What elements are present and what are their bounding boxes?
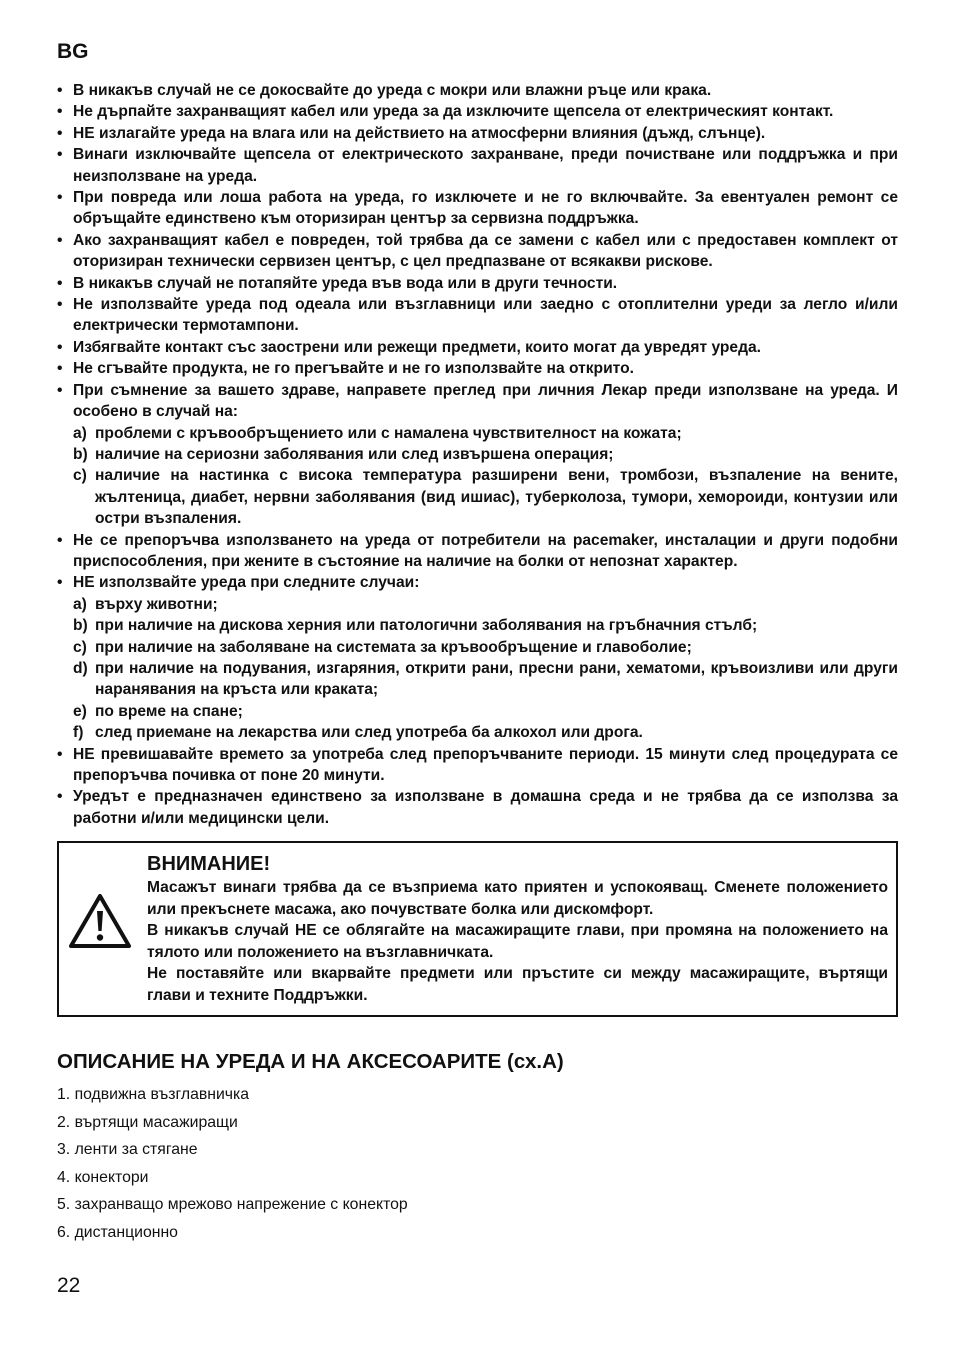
list-item: • Не дърпайте захранващият кабел или уреда за да изключите щепсела от електрическият контакт. (57, 101, 898, 122)
sublist-item: c) наличие на настинка с висока температура разширени вени, тромбози, възпаление на вените, жълтеница, диабет, нервни заболявания (вид ишиас), туберколоза, тумори, хемороиди, контузии или остри възпаления. (73, 467, 898, 528)
warning-paragraph: Масажът винаги трябва да се възприема като приятен и успокояващ. Сменете положението или прекъснете масажа, ако почувствате болка или дискомфорт. (147, 879, 888, 918)
list-item: 2. въртящи масажиращи (57, 1113, 238, 1131)
page-number: 22 (57, 1274, 81, 1297)
sublist-item: a) проблеми с кръвообръщението или с намалена чувствителност на кожата; (73, 424, 682, 442)
usage-restrictions-sublist (73, 594, 898, 744)
safety-rules-list (57, 80, 898, 829)
list-item: • НЕ превишавайте времето за употреба след препоръчваните периоди. 15 минути след процедурата се препоръчва почивка от поне 20 минути. (57, 744, 898, 787)
sublist-item: f) след приемане на лекарства или след употреба ба алкохол или дрога. (73, 724, 643, 742)
warning-triangle-icon (67, 891, 133, 951)
list-item: • Ако захранващият кабел е повреден, той трябва да се замени с кабел или с предоставен комплект от оторизиран технически сервизен център, с цел предпазване от всякакви рискове. (57, 230, 898, 273)
list-item: • При повреда или лоша работа на уреда, го изключете и не го включвайте. За евентуален ремонт се обръщайте единствено към оторизиран център за сервизна поддръжка. (57, 187, 898, 230)
sublist-item: a) върху животни; (73, 595, 218, 613)
list-item: • НЕ излагайте уреда на влага или на действието на атмосферни влияния (дъжд, слънце). (57, 123, 898, 144)
list-item: • Уредът е предназначен единствено за използване в домашна среда и не трябва да се използва за работни и/или медицински цели. (57, 786, 898, 829)
language-code: BG (57, 40, 89, 63)
sublist-item: d) при наличие на подувания, изгаряния, открити рани, пресни рани, хематоми, кръвоизливи или други наранявания на кръста или краката; (73, 659, 898, 699)
warning-body (147, 877, 888, 1006)
section-title: ОПИСАНИЕ НА УРЕДА И НА АКСЕСОАРИТЕ (сх.А) (57, 1050, 564, 1073)
list-item: • НЕ използвайте уреда при следните случаи: a) върху животни; b) при наличие на дискова херния или патологични заболявания на гръбначния стълб; c) при наличие на заболяване на системата за кръвообръщение и главоболие; d) при наличие на подувания, изгаряния, открити рани, пресни рани, хематоми, кръвоизливи или други наранявания на кръста или краката; e) по време на спане; f) след приемане на лекарства или след употреба ба алкохол или дрога. (57, 572, 898, 743)
list-item: • В никакъв случай не потапяйте уреда във вода или в други течности. (57, 273, 898, 294)
warning-title: ВНИМАНИЕ! (147, 853, 271, 875)
sublist-item: b) наличие на сериозни заболявания или след извършена операция; (73, 445, 614, 463)
warning-box (57, 841, 898, 1017)
sublist-item: e) по време на спане; (73, 702, 243, 720)
warning-paragraph: Не поставяйте или вкарвайте предмети или пръстите си между масажиращите, въртящи глави и техните Поддръжки. (147, 965, 888, 1004)
list-item: • Не сгъвайте продукта, не го прегъвайте и не го използвайте на открито. (57, 358, 898, 379)
list-item: • В никакъв случай не се докосвайте до уреда с мокри или влажни ръце или крака. (57, 80, 898, 101)
sublist-item: c) при наличие на заболяване на системата за кръвообръщение и главоболие; (73, 638, 692, 656)
list-item: 4. конектори (57, 1168, 149, 1186)
list-item: • Избягвайте контакт със заострени или режещи предмети, които могат да увредят уреда. (57, 337, 898, 358)
list-item: 1. подвижна възглавничка (57, 1086, 250, 1103)
list-item: • Винаги изключвайте щепсела от електрическото захранване, преди почистване или поддръжка и при неизползване на уреда. (57, 144, 898, 187)
list-item: 5. захранващо мрежово напрежение с конектор (57, 1196, 408, 1214)
list-item: • Не използвайте уреда под одеала или възглавници или заедно с отоплителни уреди за легло и/или електрически термотампони. (57, 294, 898, 337)
warning-content (147, 851, 888, 1006)
parts-list (57, 1084, 408, 1250)
warning-paragraph: В никакъв случай НЕ се облягайте на масажиращите глави, при промяна на положението на тялото или положението на възглавничката. (147, 922, 888, 961)
list-item: 6. дистанционно (57, 1223, 178, 1241)
list-item: • Не се препоръчва използването на уреда от потребители на pacemaker, инсталации и други подобни приспособления, при жените в състояние на наличие на болки от непознат характер. (57, 530, 898, 573)
health-conditions-sublist (73, 423, 898, 530)
list-item: 3. ленти за стягане (57, 1141, 198, 1159)
sublist-item: b) при наличие на дискова херния или патологични заболявания на гръбначния стълб; (73, 617, 758, 635)
list-item: • При съмнение за вашето здраве, направете преглед при личния Лекар преди използване на уреда. И особено в случай на: a) проблеми с кръвообръщението или с намалена чувствителност на кожата; b) наличие на сериозни заболявания или след извършена операция; c) наличие на настинка с висока температура разширени вени, тромбози, възпаление на вените, жълтеница, диабет, нервни заболявания (вид ишиас), туберколоза, тумори, хемороиди, контузии или остри възпаления. (57, 380, 898, 530)
